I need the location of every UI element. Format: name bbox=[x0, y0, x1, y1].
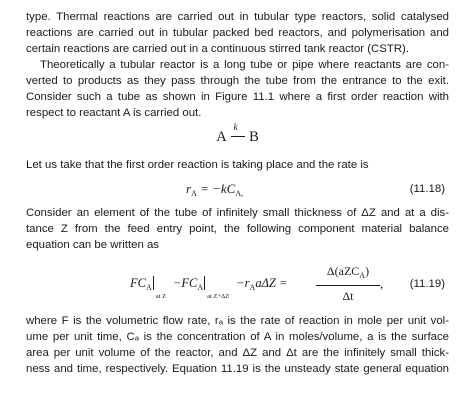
evaluation-point: at Z bbox=[155, 293, 167, 300]
arrow-line bbox=[231, 136, 245, 137]
rate-rhs: = −kC bbox=[200, 181, 236, 196]
text-line: where F is the volumetric flow rate, rₐ is the rate of reaction in mole per unit vol- bbox=[26, 315, 449, 327]
flux-term-in: FC bbox=[130, 276, 146, 290]
text-line: type. Thermal reactions are carried out in tubular type reactors, solid catalysed bbox=[26, 11, 449, 23]
reaction-term-rest: aΔZ = bbox=[255, 276, 288, 290]
equation-11-18 bbox=[26, 173, 449, 201]
reaction-term: −r bbox=[233, 276, 250, 290]
product: B bbox=[249, 129, 259, 145]
equation-number: (11.19) bbox=[409, 278, 445, 290]
text-line: Let us take that the first order reaction is taking place and the rate is bbox=[26, 159, 369, 171]
text-line: ume per unit time, Cₐ is the concentration of A in moles/volume, a is the surface bbox=[26, 331, 449, 343]
paragraph-definitions bbox=[26, 313, 449, 377]
equation-comma: , bbox=[380, 276, 384, 291]
text-line: respect to reactant A is carried out. bbox=[26, 107, 202, 119]
paragraph-reactor-types bbox=[26, 9, 449, 57]
text-line: reactions are carried out in tubular packed bed reactors, and polymerisation and bbox=[26, 27, 449, 39]
evaluation-bar bbox=[153, 276, 167, 300]
text-line: Theoretically a tubular reactor is a long tube or pipe where reactants are con- bbox=[40, 59, 449, 71]
numerator-close: ) bbox=[365, 264, 370, 278]
subscript-a: A bbox=[249, 283, 256, 292]
equation-number: (11.18) bbox=[409, 183, 445, 195]
evaluation-point: at Z+ΔZ bbox=[207, 293, 230, 300]
text-line: equation can be written as bbox=[26, 239, 159, 251]
rate-constant: k bbox=[233, 123, 238, 133]
subscript-a: A bbox=[197, 283, 204, 292]
reactant: A bbox=[216, 129, 226, 145]
numerator-text: Δ(aZC bbox=[326, 264, 360, 278]
fraction-numerator bbox=[316, 263, 380, 286]
fraction-denominator: Δt bbox=[342, 289, 354, 303]
rate-subscript: A bbox=[191, 189, 197, 198]
rate-formula bbox=[186, 181, 243, 202]
accumulation-fraction bbox=[316, 263, 380, 304]
reaction-arrow bbox=[230, 123, 246, 145]
text-line: verted to products as they pass through the tube from the entrance to the exit. bbox=[26, 75, 449, 87]
text-line: area per unit volume of the reactor, and ΔZ and Δt are the infinitely small thick- bbox=[26, 347, 449, 359]
paragraph-tubular-reactor bbox=[26, 57, 449, 121]
text-line: ness and time, respectively. Equation 11.19 is the unsteady state general equation bbox=[26, 363, 449, 375]
text-line: Consider such a tube as shown in Figure 11.1 where a first order reaction with bbox=[26, 91, 449, 103]
concentration-subscript: A, bbox=[235, 189, 244, 198]
balance-lhs bbox=[130, 275, 288, 300]
subscript-a: A bbox=[359, 271, 366, 280]
flux-term-out: −FC bbox=[169, 276, 198, 290]
text-line: Consider an element of the tube of infinitely small thickness of ΔZ and at a dis- bbox=[26, 207, 449, 219]
text-line: certain reactions are carried out in a continuous stirred tank reactor (CSTR). bbox=[26, 43, 410, 55]
paragraph-element-balance bbox=[26, 205, 449, 253]
paragraph-rate-intro bbox=[26, 157, 449, 173]
text-line: tance Z from the feed entry point, the following component material balance bbox=[26, 223, 449, 235]
reaction-equation bbox=[26, 123, 449, 151]
document-page bbox=[26, 9, 449, 377]
rate-symbol: r bbox=[186, 181, 192, 196]
equation-11-19 bbox=[26, 259, 449, 309]
evaluation-bar bbox=[204, 276, 230, 300]
subscript-a: A bbox=[145, 283, 152, 292]
